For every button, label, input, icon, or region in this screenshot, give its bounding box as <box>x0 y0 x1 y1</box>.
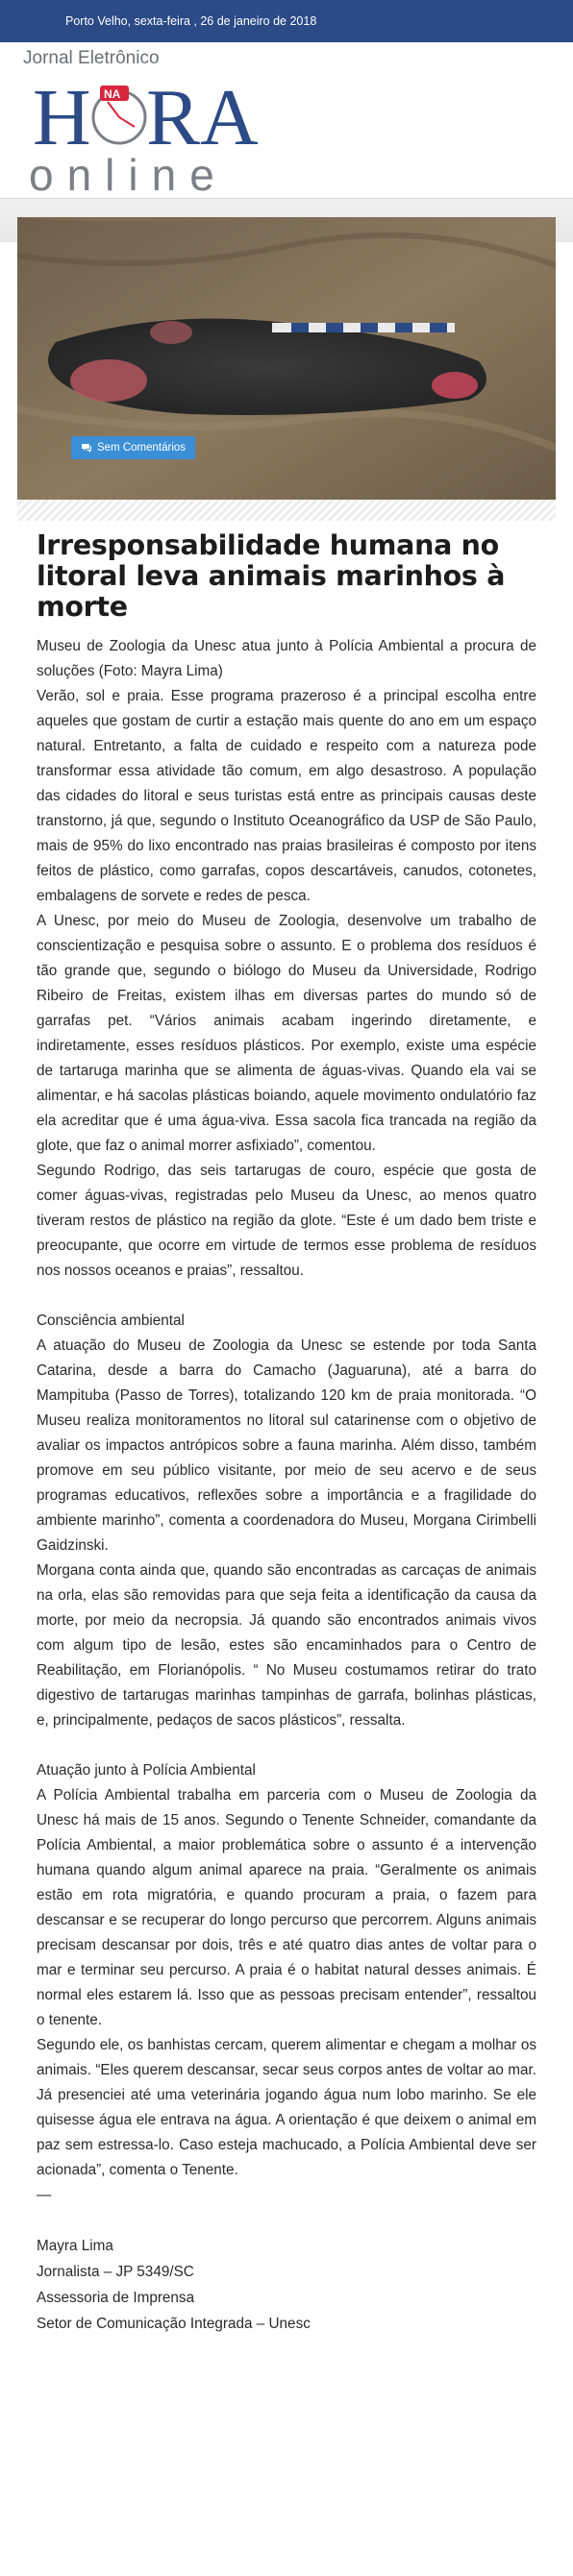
author-registration: Jornalista – JP 5349/SC <box>37 2264 194 2280</box>
article-body <box>37 634 536 2337</box>
paragraph: Segundo ele, os banhistas cercam, querem alimentar e chegam a molhar os animais. “Eles querem descansar, secar seus corpos antes de voltar ao mar. Já presenciei até uma veterinária jogando água num lobo marinho. Se ele quisesse água ele entrava na água. A orientação é que deixem o animal em paz sem estressa-lo. Caso esteja machucado, a Polícia Ambiental deve ser acionada”, comenta o Tenente. <box>37 2037 536 2178</box>
paragraph: A Polícia Ambiental trabalha em parceria com o Museu de Zoologia da Unesc há mais de 15 anos. Segundo o Tenente Schneider, comandante da Polícia Ambiental, a maior problemática sobre o assunto é a intervenção humana quando algum animal aparece na praia. “Geralmente os animais estão em rota migratória, e quando procuram a praia, o fazem para descansar e se recuperar do longo percurso que percorrem. Alguns animais precisam descansar por dois, três e até quatro dias antes de voltar para o mar e terminar seu percurso. A praia é o habitat natural desses animais. É normal eles estarem lá. Isso que as pessoas precisam entender”, ressaltou o tenente. <box>37 1787 536 2028</box>
signature-dash: — <box>37 2187 52 2203</box>
top-bar <box>0 0 573 42</box>
author-sector: Setor de Comunicação Integrada – Unesc <box>37 2316 311 2332</box>
featured-image[interactable] <box>17 217 556 521</box>
paragraph: Segundo Rodrigo, das seis tartarugas de couro, espécie que gosta de comer águas-vivas, registradas pelo Museu da Unesc, ao menos quatro tiveram restos de plástico na região da glote. “Este é um dado bem triste e preocupante, que ocorre em virtude de termos esse problema de resíduos nos nossos oceanos e praias”, ressaltou. <box>37 1163 536 1279</box>
paragraph: Morgana conta ainda que, quando são encontradas as carcaças de animais na orla, elas são removidas para que seja feita a identificação da causa da morte, por meio da necropsia. Já quando são encontrados animais vivos com algum tipo de lesão, estes são encaminhados para o Centro de Reabilitação, em Florianópolis. “ No Museu costumamos retirar do trato digestivo de tartarugas marinhas tampinhas de garrafa, bolinhas plásticas, e, principalmente, pedaços de sacos plásticos”, ressalta. <box>37 1562 536 1729</box>
logo-online: online <box>29 150 228 194</box>
logo-badge-text: NA <box>104 87 121 101</box>
logo-letters-ra: RA <box>146 73 259 162</box>
comments-link[interactable] <box>71 436 195 459</box>
logo-letter-h: H <box>33 73 91 162</box>
article-title: Irresponsabilidade humana no litoral leva animais marinhos à morte <box>37 529 506 623</box>
paragraph: A Unesc, por meio do Museu de Zoologia, desenvolve um trabalho de conscientização e pesquisa sobre o assunto. E o problema dos resíduos é tão grande que, segundo o biólogo do Museu da Universidade, Rodrigo Ribeiro de Freitas, existem ilhas em diversas partes do mundo só de garrafas pet. “Vários animais acabam ingerindo diretamente, e indiretamente, esses resíduos plásticos. Por exemplo, existe uma espécie de tartaruga marinha que se alimenta de águas-vivas. Quando ela vai se alimentar, e há sacolas plásticas boiando, aquele movimento ondulatório faz ela acreditar que é uma água-viva. Essa sacola fica trancada na região da glote, que faz o animal morrer asfixiado”, comentou. <box>37 913 536 1154</box>
author-department: Assessoria de Imprensa <box>37 2290 195 2306</box>
comments-label: Sem Comentários <box>97 442 187 454</box>
section-heading-consciencia: Consciência ambiental <box>37 1313 185 1329</box>
paragraph: A atuação do Museu de Zoologia da Unesc se estende por toda Santa Catarina, desde a barra do Camacho (Jaguaruna), até a barra do Mampituba (Passo de Torres), totalizando 120 km de praia monitorada. “O Museu realiza monitoramentos no litoral sul catarinense com o objetivo de avaliar os impactos antrópicos sobre a fauna marinha. Além disso, também promove em seu público visitante, por meio de seu acervo e de seus programas educativos, reflexões sobre a importância e a fragilidade do ambiente marinho”, comenta a coordenadora do Museu, Morgana Cirimbelli Gaidzinski. <box>37 1337 536 1554</box>
section-heading-policia: Atuação junto à Polícia Ambiental <box>37 1762 256 1779</box>
article <box>37 530 536 2337</box>
sea-lion-photo <box>17 217 556 521</box>
author-signature <box>37 2233 536 2337</box>
site-header <box>0 42 573 198</box>
paragraph: Verão, sol e praia. Esse programa prazeroso é a principal escolha entre aqueles que gostam de curtir a estação mais quente do ano em um espaço natural. Entretanto, a falta de cuidado e respeito com a natureza pode transformar essa atividade tão comum, em algo desastroso. A população das cidades do litoral e seus turistas está entre as principais causas deste transtorno, já que, segundo o Instituto Oceanográfico da USP de São Paulo, mais de 95% do lixo encontrado nas praias brasileiras é composto por itens feitos de plástico, como garrafas, copos descartáveis, canudos, cotonetes, embalagens de sorvete e redes de pesca. <box>37 688 536 904</box>
author-name: Mayra Lima <box>37 2238 113 2254</box>
site-tagline: Jornal Eletrônico <box>23 48 160 68</box>
logo-badge <box>100 86 129 101</box>
current-date: Porto Velho, sexta-feira , 26 de janeiro de 2018 <box>65 14 317 28</box>
photo-caption: Museu de Zoologia da Unesc atua junto à Polícia Ambiental a procura de soluções (Foto: Mayra Lima) <box>37 638 536 679</box>
site-logo[interactable] <box>25 69 275 194</box>
comments-icon <box>81 443 92 454</box>
image-stripe-band <box>17 500 556 521</box>
